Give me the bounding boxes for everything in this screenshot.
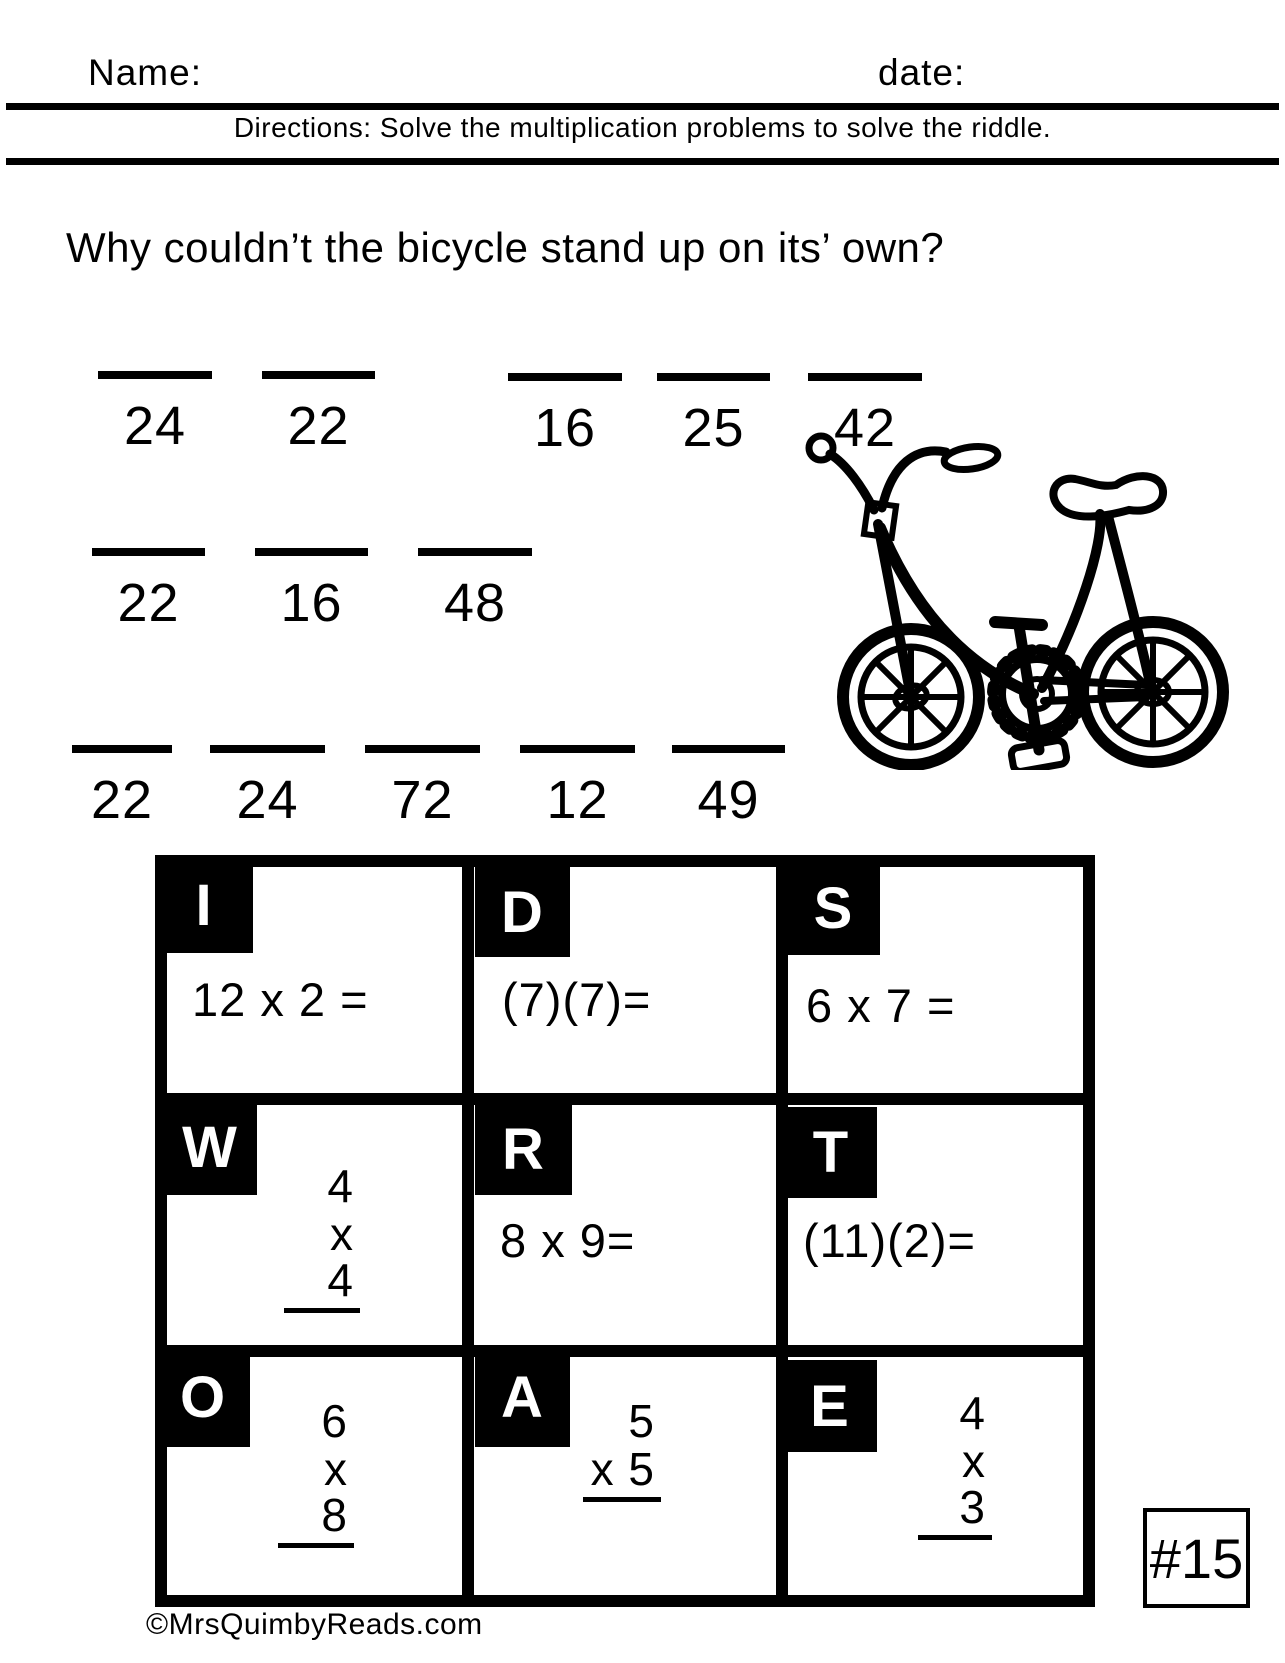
letter-tile-o <box>156 1347 250 1447</box>
multiplicand: 4 <box>327 1160 354 1212</box>
answer-blank <box>98 371 212 457</box>
grid-row-divider <box>167 1345 1083 1357</box>
letter-tile-w <box>163 1100 257 1195</box>
letter: D <box>501 879 544 945</box>
multiplicand: 5 <box>628 1395 655 1447</box>
worksheet-number: #15 <box>1149 1526 1244 1590</box>
answer-value: 49 <box>697 770 760 830</box>
multiplier: x 8 <box>278 1444 354 1548</box>
problem-r: 8 x 9= <box>500 1214 636 1267</box>
answer-blank <box>92 548 205 634</box>
footer-credit: ©MrsQuimbyReads.com <box>146 1608 483 1641</box>
answer-value: 22 <box>287 396 350 456</box>
worksheet-number-badge <box>1143 1508 1250 1608</box>
letter-tile-s <box>787 862 880 955</box>
problem-w <box>284 1160 360 1313</box>
header-divider-bottom <box>6 158 1279 165</box>
letter-tile-a <box>475 1347 570 1447</box>
answer-value: 42 <box>833 398 897 458</box>
letter: T <box>812 1120 850 1185</box>
multiplier: x 4 <box>284 1209 360 1313</box>
answer-blank <box>418 548 532 634</box>
answer-value: 72 <box>391 770 454 830</box>
name-label: Name: <box>88 52 202 93</box>
answer-value: 22 <box>90 770 154 830</box>
letter: E <box>810 1373 850 1439</box>
answer-blank <box>72 745 172 831</box>
problem-i: 12 x 2 = <box>192 973 369 1026</box>
answer-blank <box>657 373 770 459</box>
directions-text: Directions: Solve the multiplication problems to solve the riddle. <box>233 112 1052 143</box>
problem-o <box>278 1395 354 1548</box>
problem-a <box>583 1395 661 1502</box>
riddle-question: Why couldn’t the bicycle stand up on its’ own? <box>66 224 945 271</box>
multiplier: x 3 <box>918 1436 992 1540</box>
answer-value: 16 <box>280 573 343 633</box>
letter-tile-d <box>475 867 570 957</box>
letter: S <box>813 876 854 941</box>
answer-value: 16 <box>533 398 597 458</box>
bicycle-illustration <box>790 408 1240 770</box>
grid-column-divider <box>462 867 474 1595</box>
answer-blank <box>210 745 325 831</box>
answer-blank <box>262 371 375 457</box>
letter-tile-e <box>783 1360 877 1452</box>
answer-blank <box>255 548 368 634</box>
multiplicand: 6 <box>321 1395 348 1447</box>
letter: W <box>182 1115 238 1180</box>
answer-blank <box>672 745 785 831</box>
header-divider-top <box>6 103 1279 110</box>
letter: O <box>179 1364 227 1430</box>
problem-d: (7)(7)= <box>502 973 652 1026</box>
answer-value: 22 <box>117 573 180 633</box>
letter-tile-i <box>155 857 253 953</box>
answer-value: 24 <box>123 396 187 456</box>
problem-e <box>918 1387 992 1540</box>
answer-value: 25 <box>682 398 745 458</box>
letter: I <box>195 872 213 938</box>
answer-blank <box>508 373 622 459</box>
problem-t: (11)(2)= <box>803 1214 976 1267</box>
grid-column-divider <box>776 867 788 1595</box>
date-label: date: <box>878 52 966 93</box>
multiplier: x 5 <box>583 1444 661 1502</box>
answer-blank <box>520 745 635 831</box>
grid-row-divider <box>167 1093 1083 1105</box>
letter: R <box>502 1116 545 1182</box>
letter-tile-t <box>785 1107 877 1198</box>
multiplicand: 4 <box>959 1387 986 1439</box>
answer-value: 24 <box>236 770 299 830</box>
letter-tile-r <box>475 1103 572 1195</box>
problem-s: 6 x 7 = <box>806 979 956 1032</box>
answer-value: 12 <box>546 770 609 830</box>
answer-value: 48 <box>443 573 507 633</box>
letter: A <box>501 1364 544 1430</box>
answer-blank <box>365 745 480 831</box>
